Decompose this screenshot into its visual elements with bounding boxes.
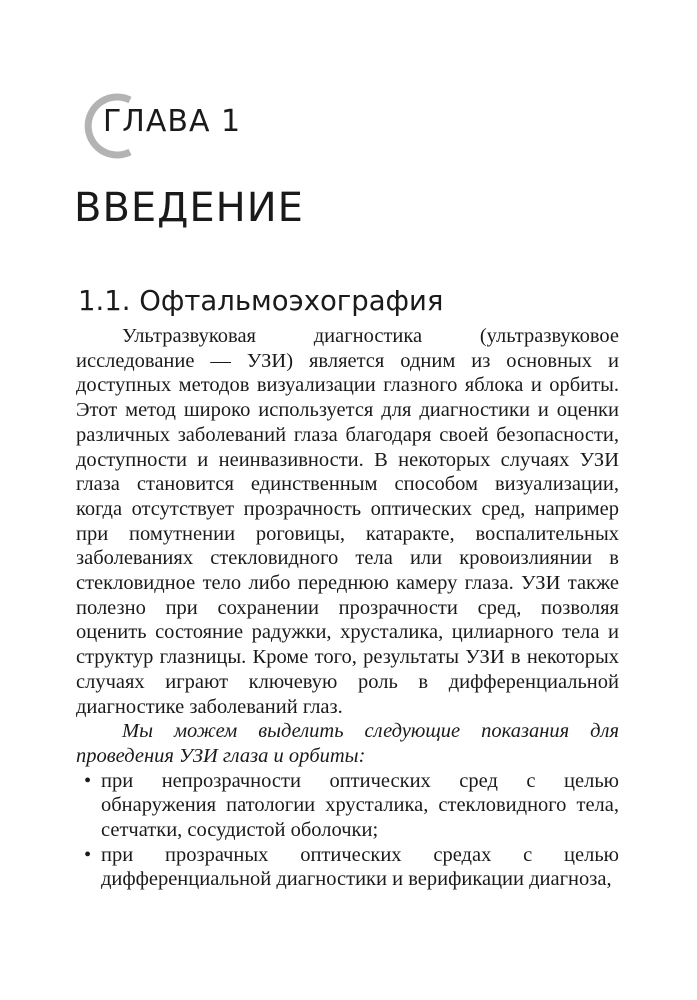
- list-item: [76, 769, 619, 843]
- paragraph: Ультразвуковая диагностика (ультразвуковое исследование — УЗИ) является одним из основных и доступных методов визуализации глазного яблока и орбиты. Этот метод широко используется для диагностики и оценки различных заболеваний глаза благодаря своей безопасности, доступности и неинвазивности. В некоторых случаях УЗИ глаза становится единственным способом визуализации, когда отсутствует прозрачность оптических сред, например при помутнении роговицы, катаракте, воспалительных заболеваниях стекловидного тела или кровоизлиянии в стекловидное тело либо переднюю камеру глаза. УЗИ также полезно при сохранении прозрачности сред, позволяя оценить состояние радужки, хрусталика, цилиарного тела и структур глазницы. Кроме того, результаты УЗИ в некоторых случаях играют ключевую роль в дифференциальной диагностике заболеваний глаз.: [76, 325, 619, 718]
- body-text: [76, 324, 619, 892]
- list-item: [76, 843, 619, 892]
- indications-list: [76, 769, 619, 893]
- chapter-title: ВВЕДЕНИЕ: [74, 185, 304, 231]
- chapter-label: ГЛАВА 1: [103, 104, 242, 139]
- list-item-text: при непрозрачности оптических сред с целью обнаружения патологии хрусталика, стекловидного тела, сетчатки, сосудистой оболочки;: [101, 769, 619, 842]
- bullet-icon: •: [84, 843, 92, 866]
- paragraph-indications-intro: Мы можем выделить следующие показания для проведения УЗИ глаза и орбиты:: [76, 720, 619, 767]
- section-title: 1.1. Офтальмоэхография: [78, 285, 444, 317]
- list-item-text: при прозрачных оптических средах с целью дифференциальной диагностики и верификации диагноза,: [101, 843, 619, 891]
- bullet-icon: •: [84, 769, 92, 792]
